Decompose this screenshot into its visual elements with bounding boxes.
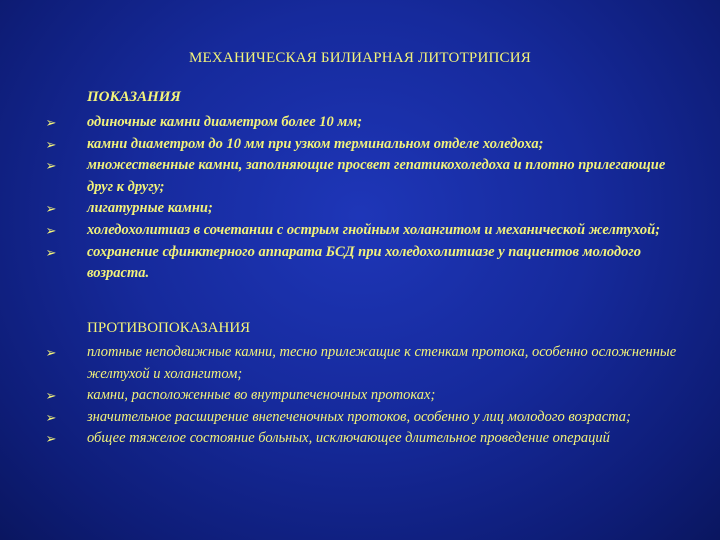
arrowhead-bullet-icon: ➢ <box>45 388 57 404</box>
arrowhead-bullet-icon: ➢ <box>45 115 57 130</box>
list-item-text: общее тяжелое состояние больных, исключающее длительное проведение операций <box>87 430 610 447</box>
contraindications-list <box>0 342 720 450</box>
arrowhead-bullet-icon: ➢ <box>45 409 57 425</box>
list-item <box>0 242 720 285</box>
list-item <box>0 428 720 450</box>
arrowhead-bullet-icon: ➢ <box>45 136 57 152</box>
list-item <box>0 198 720 220</box>
list-item-text: значительное расширение внепеченочных протоков, особенно у лиц молодого возраста; <box>87 408 631 425</box>
list-item <box>0 220 720 242</box>
list-item <box>0 407 720 429</box>
arrowhead-bullet-icon: ➢ <box>45 201 57 217</box>
list-item-text: холедохолитиаз в сочетании с острым гнойным холангитом и механической желтухой; <box>87 221 661 238</box>
arrowhead-bullet-icon: ➢ <box>45 345 57 360</box>
list-item-text: лигатурные камни; <box>87 200 213 217</box>
arrowhead-bullet-icon: ➢ <box>45 158 57 174</box>
list-item <box>0 342 720 385</box>
arrowhead-bullet-icon: ➢ <box>45 222 57 238</box>
contraindications-heading: ПРОТИВОПОКАЗАНИЯ <box>87 320 251 336</box>
arrowhead-bullet-icon: ➢ <box>45 431 57 447</box>
list-item <box>0 385 720 407</box>
arrowhead-bullet-icon: ➢ <box>45 244 57 260</box>
list-item-text: камни, расположенные во внутрипеченочных протоках; <box>87 387 436 404</box>
list-item-text: сохранение сфинктерного аппарата БСД при холедохолитиазе у пациентов молодого возраста. <box>87 243 642 282</box>
list-item-text: плотные неподвижные камни, тесно прилежащие к стенкам протока, особенно осложненные желтухой и холангитом; <box>87 344 677 382</box>
list-item-text: одиночные камни диаметром более 10 мм; <box>87 114 363 130</box>
indications-heading: ПОКАЗАНИЯ <box>87 89 181 105</box>
list-item <box>0 155 720 198</box>
indications-list <box>0 112 720 285</box>
list-item-text: множественные камни, заполняющие просвет гепатикохоледоха и плотно прилегающие друг к другу; <box>87 157 666 195</box>
slide-title: МЕХАНИЧЕСКАЯ БИЛИАРНАЯ ЛИТОТРИПСИЯ <box>188 50 531 66</box>
list-item <box>0 134 720 156</box>
list-item-text: камни диаметром до 10 мм при узком терминальном отделе холедоха; <box>87 135 544 152</box>
list-item <box>0 112 720 134</box>
